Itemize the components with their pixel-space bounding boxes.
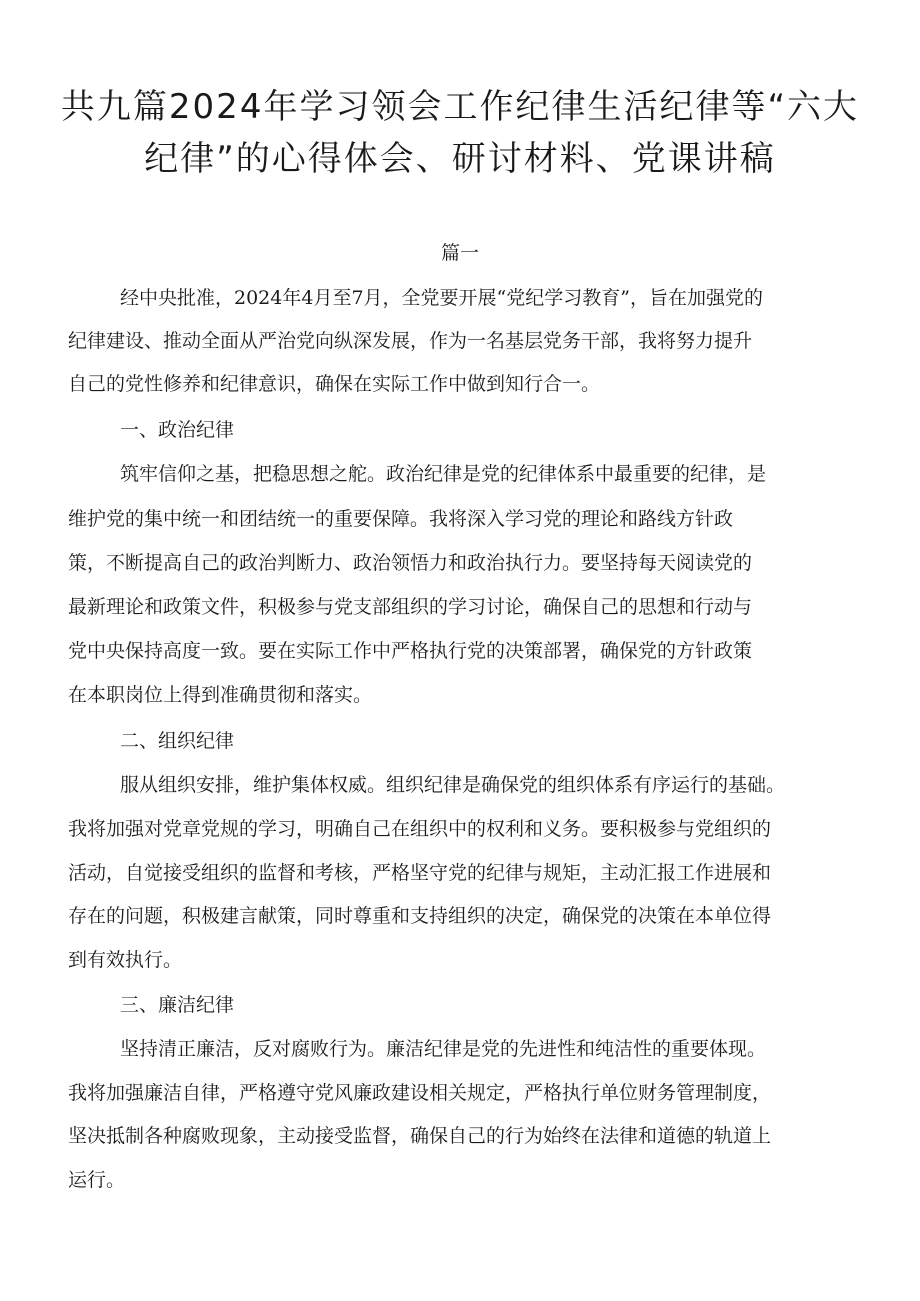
- section-2-line-5: 到有效执行。: [68, 949, 183, 971]
- intro-line-1: 经中央批准，2024年4月至7月，全党要开展“党纪学习教育”，旨在加强党的: [120, 287, 763, 309]
- section-1-heading: 一、政治纪律: [120, 419, 235, 441]
- section-3-line-3: 坚决抵制各种腐败现象，主动接受监督，确保自己的行为始终在法律和道德的轨道上: [68, 1125, 772, 1147]
- section-3-line-4: 运行。: [68, 1169, 126, 1191]
- document-title-line-2: 纪律”的心得体会、研讨材料、党课讲稿: [144, 139, 776, 179]
- document-title-line-1: 共九篇2024年学习领会工作纪律生活纪律等“六大: [60, 87, 860, 127]
- section-1-line-3: 策，不断提高自己的政治判断力、政治领悟力和政治执行力。要坚持每天阅读党的: [68, 552, 753, 574]
- section-3-line-2: 我将加强廉洁自律，严格遵守党风廉政建设相关规定，严格执行单位财务管理制度，: [68, 1082, 772, 1104]
- part-heading: 篇一: [440, 242, 479, 264]
- section-1-line-2: 维护党的集中统一和团结统一的重要保障。我将深入学习党的理论和路线方针政: [68, 508, 734, 530]
- section-2-heading: 二、组织纪律: [120, 730, 235, 752]
- section-1-line-4: 最新理论和政策文件，积极参与党支部组织的学习讨论，确保自己的思想和行动与: [68, 596, 753, 618]
- section-1-line-5: 党中央保持高度一致。要在实际工作中严格执行党的决策部署，确保党的方针政策: [68, 640, 753, 662]
- section-1-line-1: 筑牢信仰之基，把稳思想之舵。政治纪律是党的纪律体系中最重要的纪律，是: [120, 463, 767, 485]
- section-2-line-3: 活动，自觉接受组织的监督和考核，严格坚守党的纪律与规矩，主动汇报工作进展和: [68, 862, 772, 884]
- section-2-line-2: 我将加强对党章党规的学习，明确自己在组织中的权利和义务。要积极参与党组织的: [68, 818, 772, 840]
- section-3-line-1: 坚持清正廉洁，反对腐败行为。廉洁纪律是党的先进性和纯洁性的重要体现。: [120, 1038, 767, 1060]
- section-2-line-1: 服从组织安排，维护集体权威。组织纪律是确保党的组织体系有序运行的基础。: [120, 774, 786, 796]
- intro-line-2: 纪律建设、推动全面从严治党向纵深发展，作为一名基层党务干部，我将努力提升: [68, 330, 753, 352]
- intro-line-3: 自己的党性修养和纪律意识，确保在实际工作中做到知行合一。: [68, 373, 601, 395]
- section-3-heading: 三、廉洁纪律: [120, 994, 235, 1016]
- section-1-line-6: 在本职岗位上得到准确贯彻和落实。: [68, 684, 373, 706]
- section-2-line-4: 存在的问题，积极建言献策，同时尊重和支持组织的决定，确保党的决策在本单位得: [68, 905, 772, 927]
